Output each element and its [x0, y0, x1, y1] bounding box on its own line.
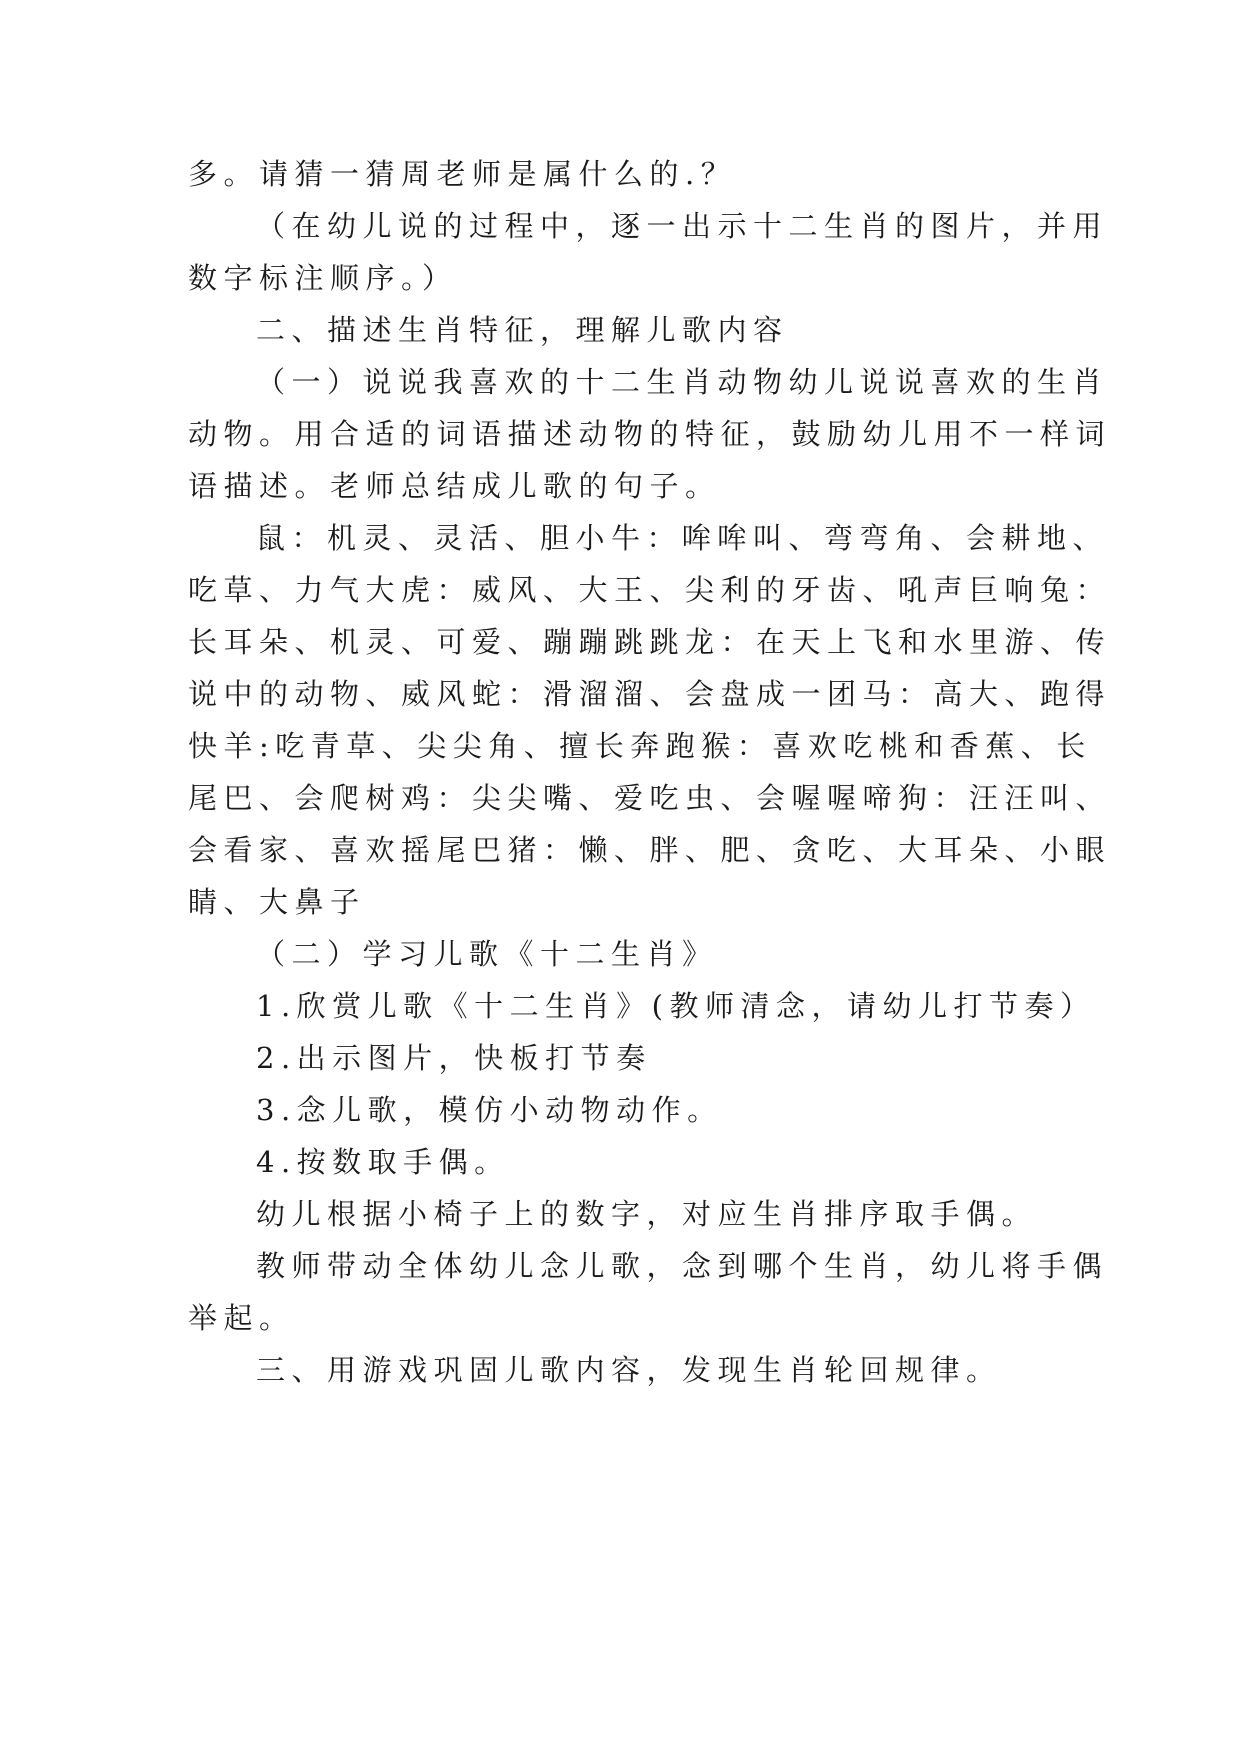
step-item-4: 4.按数取手偶。	[256, 1145, 510, 1179]
paragraph-line-6: 动物。用合适的词语描述动物的特征，鼓励幼儿用不一样词	[188, 417, 1112, 451]
zodiac-traits-line-5: 快羊:吃青草、尖尖角、擅长奔跑猴：喜欢吃桃和香蕉、长	[188, 729, 1092, 763]
zodiac-traits-line-6: 尾巴、会爬树鸡：尖尖嘴、爱吃虫、会喔喔啼狗：汪汪叫、	[188, 781, 1112, 815]
step-item-2: 2.出示图片，快板打节奏	[256, 1041, 652, 1075]
section-heading-3: 三、用游戏巩固儿歌内容，发现生肖轮回规律。	[256, 1353, 1002, 1387]
paragraph-line-2: （在幼儿说的过程中，逐一出示十二生肖的图片，并用	[256, 209, 1109, 243]
zodiac-traits-line-4: 说中的动物、威风蛇：滑溜溜、会盘成一团马：高大、跑得	[188, 677, 1112, 711]
paragraph-line-1: 多。请猜一猜周老师是属什么的.？	[188, 157, 737, 191]
paragraph-line-23: 举起。	[188, 1301, 295, 1335]
zodiac-traits-line-8: 睛、大鼻子	[188, 885, 366, 919]
step-item-3: 3.念儿歌，模仿小动物动作。	[256, 1093, 723, 1127]
zodiac-traits-line-7: 会看家、喜欢摇尾巴猪：懒、胖、肥、贪吃、大耳朵、小眼	[188, 833, 1112, 867]
paragraph-line-21: 幼儿根据小椅子上的数字，对应生肖排序取手偶。	[256, 1197, 1038, 1231]
zodiac-traits-line-1: 鼠：机灵、灵活、胆小牛：哞哞叫、弯弯角、会耕地、	[256, 521, 1109, 555]
paragraph-line-7: 语描述。老师总结成儿歌的句子。	[188, 469, 721, 503]
paragraph-line-22: 教师带动全体幼儿念儿歌，念到哪个生肖，幼儿将手偶	[256, 1249, 1109, 1283]
zodiac-traits-line-3: 长耳朵、机灵、可爱、蹦蹦跳跳龙：在天上飞和水里游、传	[188, 625, 1112, 659]
subsection-heading-1: （一）说说我喜欢的十二生肖动物幼儿说说喜欢的生肖	[256, 365, 1109, 399]
zodiac-traits-line-2: 吃草、力气大虎：威风、大王、尖利的牙齿、吼声巨响兔：	[188, 573, 1112, 607]
section-heading-2: 二、描述生肖特征，理解儿歌内容	[256, 313, 789, 347]
subsection-heading-2: （二）学习儿歌《十二生肖》	[256, 937, 718, 971]
paragraph-line-3: 数字标注顺序。）	[188, 261, 458, 295]
step-item-1: 1.欣赏儿歌《十二生肖》(教师清念，请幼儿打节奏）	[256, 989, 1096, 1023]
